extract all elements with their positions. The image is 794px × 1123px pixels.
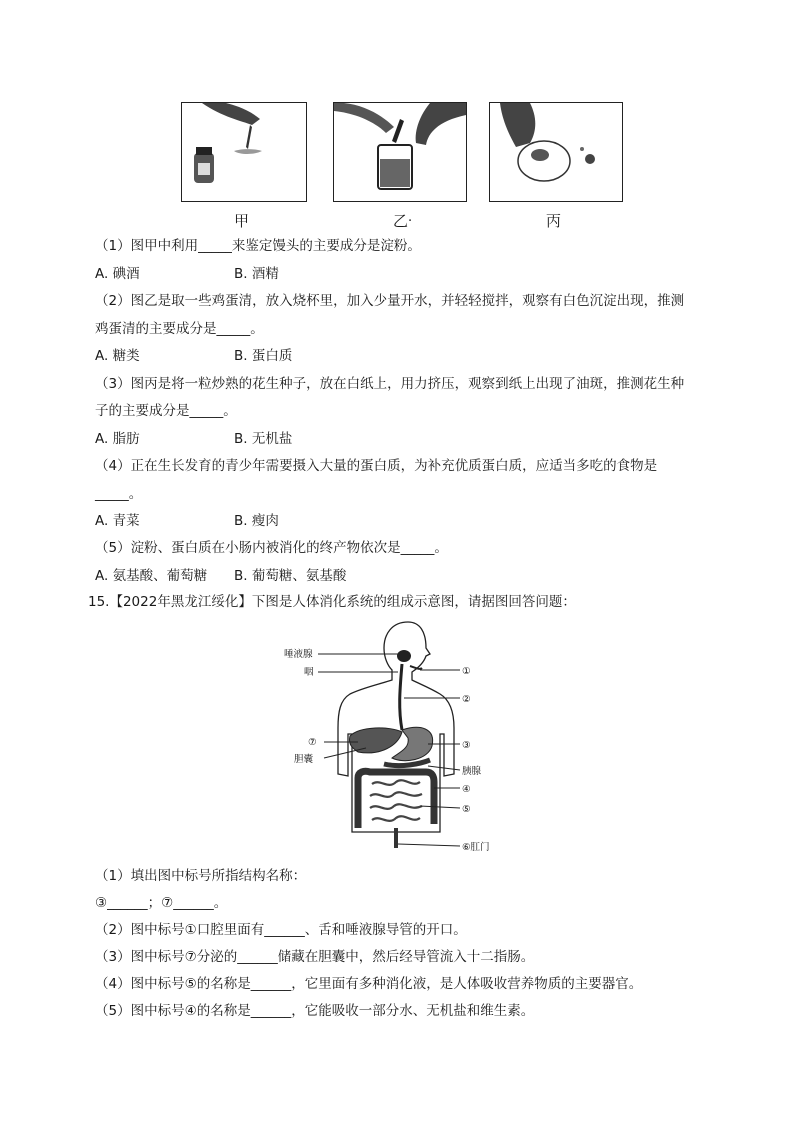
q14-sub5: （5）淀粉、蛋白质在小肠内被消化的终产物依次是_____。 (95, 540, 448, 556)
q14-sub1-option-a: A. 碘酒 (95, 266, 140, 282)
q15-sub5: （5）图中标号④的名称是______，它能吸收一部分水、无机盐和维生素。 (95, 1003, 535, 1019)
q14-sub4-option-b: B. 瘦肉 (234, 513, 279, 529)
q14-sub2-line1: （2）图乙是取一些鸡蛋清，放入烧杯里，加入少量开水，并轻轻搅拌，观察有白色沉淀出现，推测 (95, 293, 685, 309)
q14-sub3-line2: 子的主要成分是_____。 (95, 403, 237, 419)
q15-sub1-line2: ③______；⑦______。 (95, 895, 228, 911)
figure-bing (489, 102, 623, 202)
figure-yi (333, 102, 467, 202)
digestive-system-illustration (280, 618, 520, 858)
q14-sub4-option-a: A. 青菜 (95, 513, 140, 529)
label-salivary-gland: 唾液腺 (284, 649, 313, 660)
q15-title: 15.【2022年黑龙江绥化】下图是人体消化系统的组成示意图，请据图回答问题： (88, 594, 576, 610)
stray-mark: . (408, 210, 413, 225)
q14-sub2-option-a: A. 糖类 (95, 348, 140, 364)
label-1: ① (462, 666, 471, 677)
egg-white-beaker-illustration (334, 103, 466, 201)
label-5: ⑤ (462, 804, 471, 815)
label-2: ② (462, 694, 471, 705)
q14-sub2-line2: 鸡蛋清的主要成分是_____。 (95, 321, 264, 337)
experiment-figures (181, 102, 641, 230)
q14-sub1: （1）图甲中利用_____来鉴定馒头的主要成分是淀粉。 (95, 238, 421, 254)
q14-sub5-option-a: A. 氨基酸、葡萄糖 (95, 568, 208, 584)
label-6-anus: ⑥肛门 (462, 842, 490, 853)
figure-caption-yi: 乙 (393, 212, 409, 230)
iodine-test-illustration (182, 103, 306, 201)
q14-sub2-option-b: B. 蛋白质 (234, 348, 293, 364)
q15-sub2: （2）图中标号①口腔里面有______、舌和唾液腺导管的开口。 (95, 922, 467, 938)
label-gallbladder: 胆囊 (294, 754, 314, 765)
q14-sub4-line2: _____。 (95, 486, 143, 502)
label-7: ⑦ (308, 737, 317, 748)
label-pharynx: 咽 (304, 667, 314, 678)
q14-sub3-option-b: B. 无机盐 (234, 431, 293, 447)
label-3: ③ (462, 740, 471, 751)
label-pancreas: 胰腺 (462, 766, 482, 777)
peanut-press-illustration (490, 103, 622, 201)
q14-sub3-line1: （3）图丙是将一粒炒熟的花生种子，放在白纸上，用力挤压，观察到纸上出现了油斑，推测花生种 (95, 376, 685, 392)
q14-sub4-line1: （4）正在生长发育的青少年需要摄入大量的蛋白质，为补充优质蛋白质，应适当多吃的食物是 (95, 458, 658, 474)
q15-sub3: （3）图中标号⑦分泌的______储藏在胆囊中，然后经导管流入十二指肠。 (95, 949, 535, 965)
q14-sub1-option-b: B. 酒精 (234, 266, 279, 282)
q15-sub1-line1: （1）填出图中标号所指结构名称： (95, 868, 307, 884)
figure-caption-bing: 丙 (546, 212, 562, 230)
q15-sub4: （4）图中标号⑤的名称是______，它里面有多种消化液，是人体吸收营养物质的主要器官。 (95, 976, 643, 992)
label-4: ④ (462, 784, 471, 795)
digestive-system-diagram (280, 618, 520, 858)
figure-caption-jia: 甲 (234, 212, 250, 230)
figure-jia (181, 102, 307, 202)
q14-sub5-option-b: B. 葡萄糖、氨基酸 (234, 568, 347, 584)
q14-sub3-option-a: A. 脂肪 (95, 431, 140, 447)
